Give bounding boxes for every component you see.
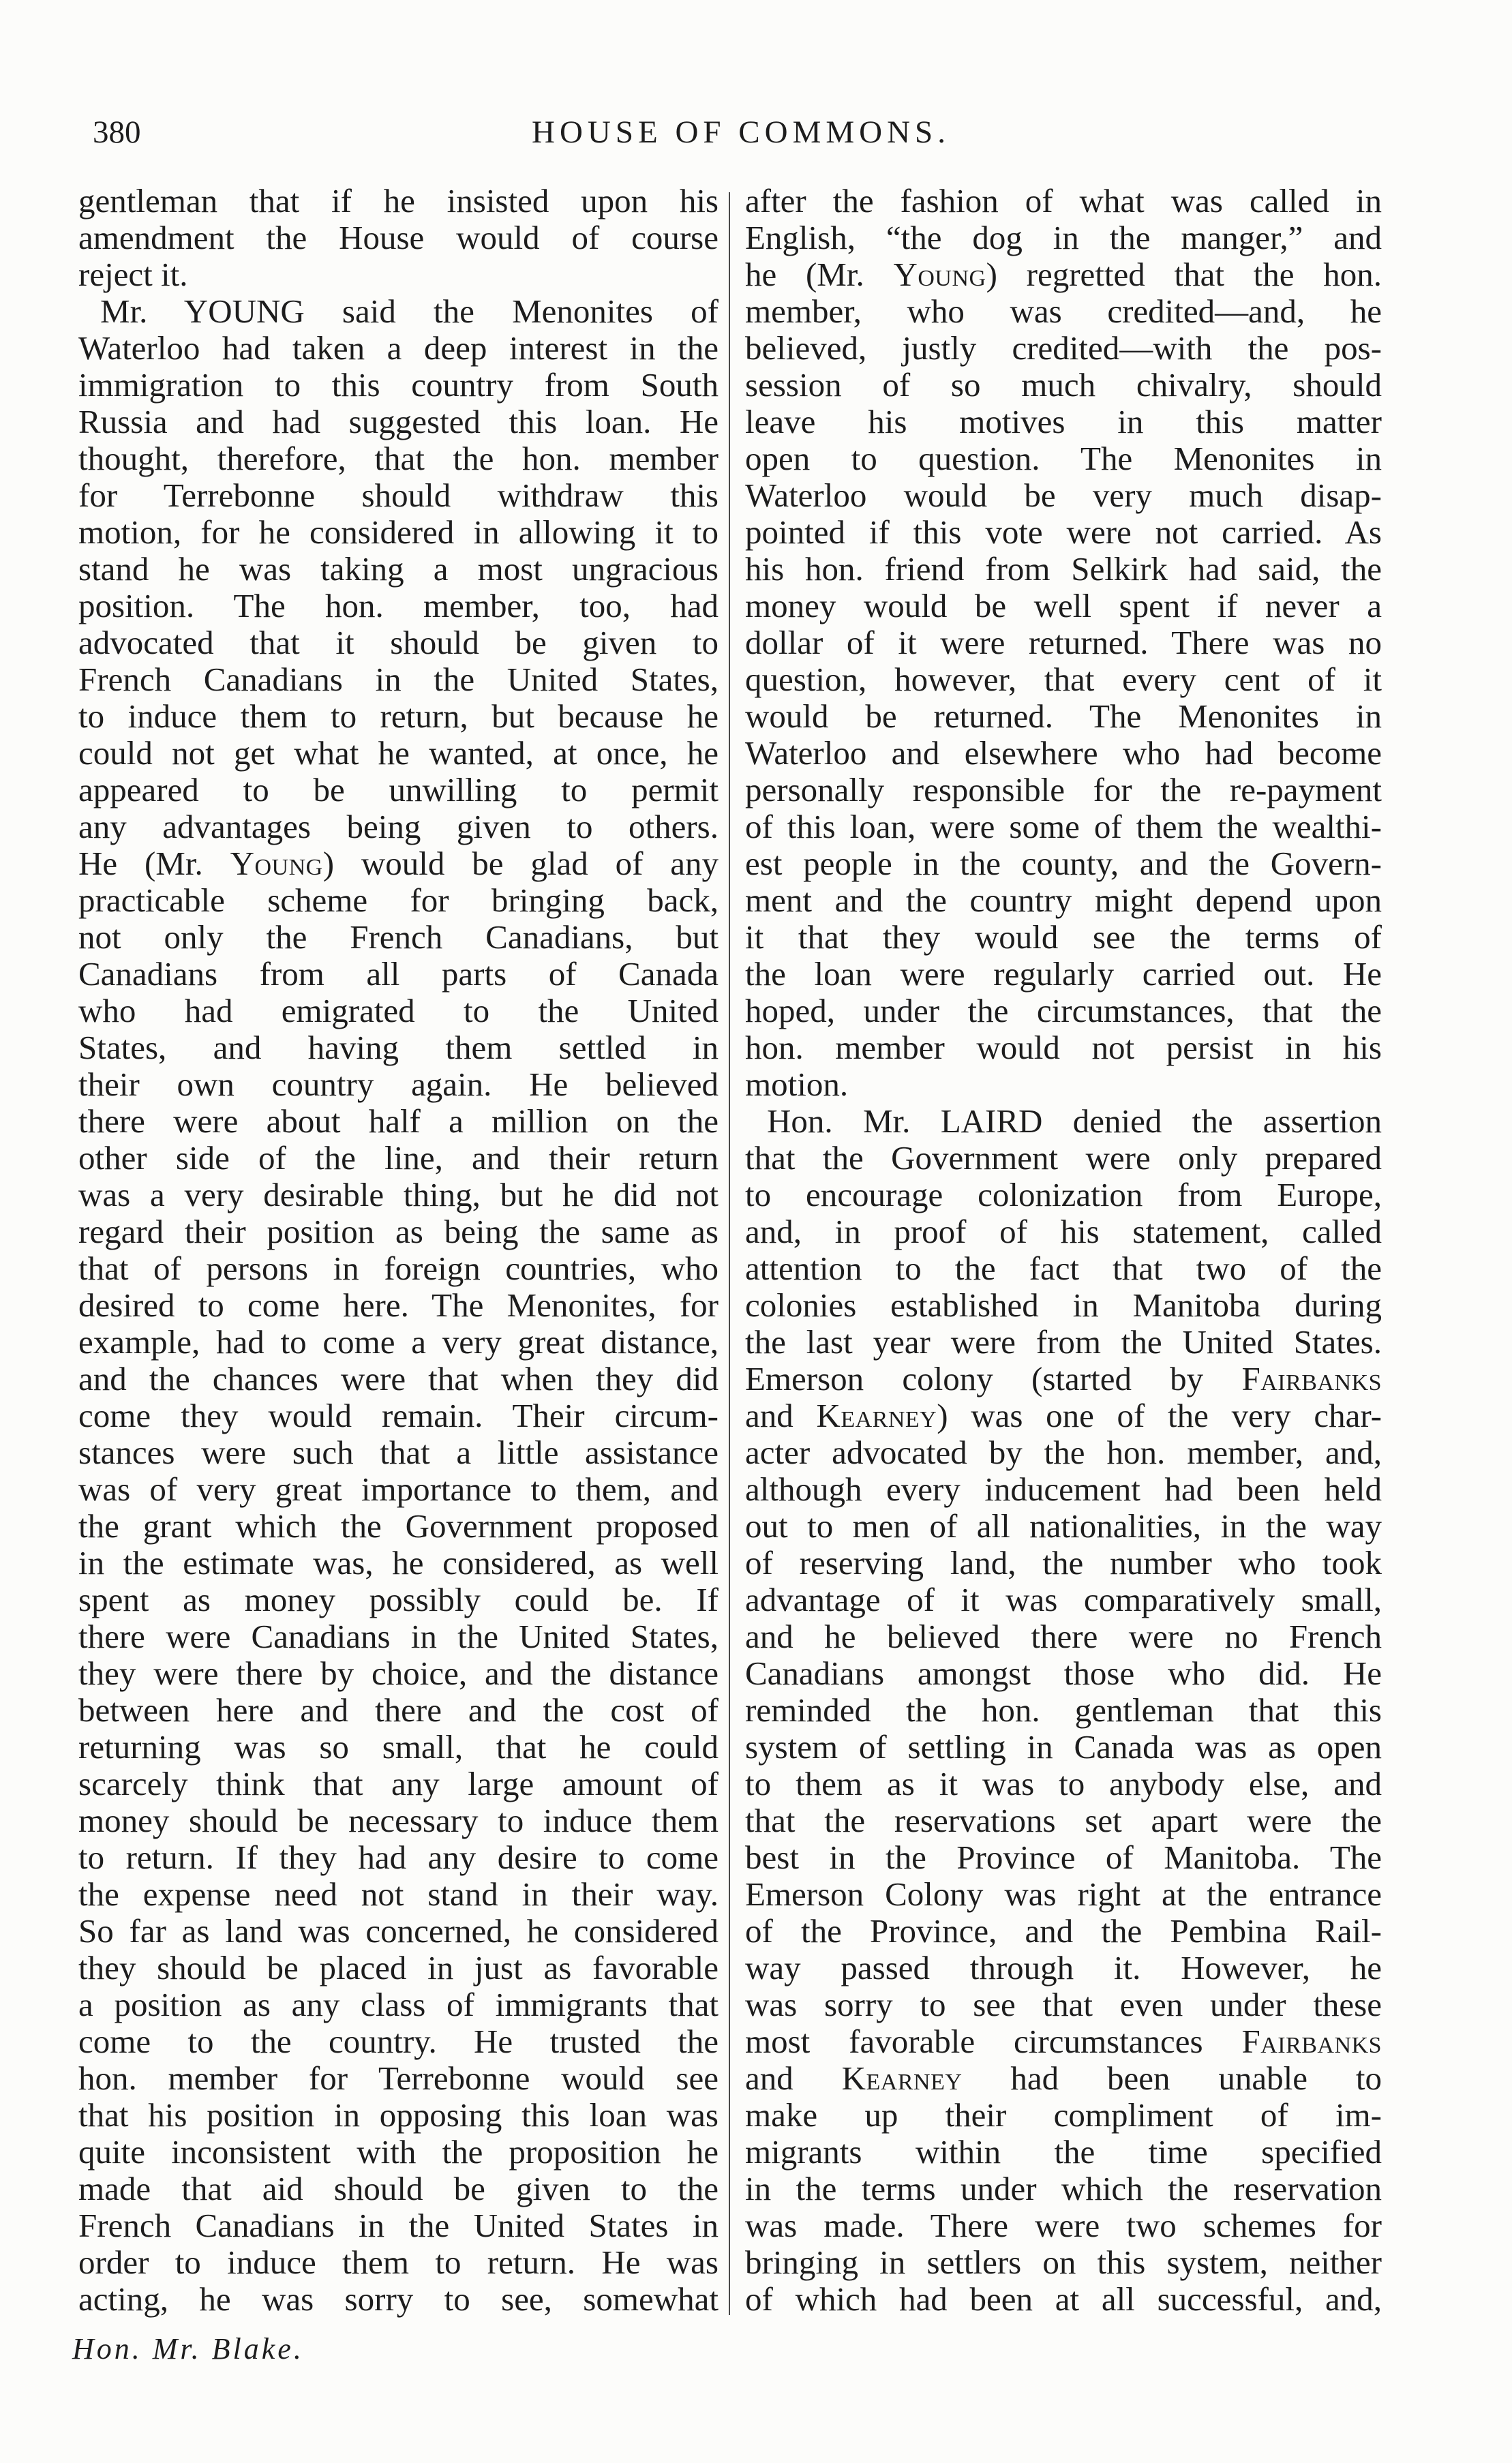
text-line: that the Government were only prepared: [745, 1139, 1382, 1177]
text-segment: ) was one of the very char-: [937, 1397, 1382, 1434]
text-line: leave his motives in this matter: [745, 403, 1382, 440]
text-line: [78, 845, 719, 882]
text-line: although every inducement had been held: [745, 1470, 1382, 1508]
text-line: pointed if this vote were not carried. As: [745, 513, 1382, 551]
text-line: to encourage colonization from Europe,: [745, 1176, 1382, 1213]
text-line: Emerson Colony was right at the entrance: [745, 1875, 1382, 1913]
text-line: Canadians from all parts of Canada: [78, 955, 719, 993]
text-line: out to men of all nationalities, in the way: [745, 1507, 1382, 1545]
paragraph: [745, 1103, 1382, 2318]
text-line: English, “the dog in the manger,” and: [745, 219, 1382, 256]
text-line: stances were such that a little assistance: [78, 1434, 719, 1471]
text-line: [745, 1397, 1382, 1434]
text-line: in the estimate was, he considered, as well: [78, 1544, 719, 1582]
text-line: to induce them to return, but because he: [78, 697, 719, 735]
text-segment: ) regretted that the hon.: [986, 256, 1382, 293]
text-line: position. The hon. member, too, had: [78, 587, 719, 624]
text-line: [745, 2060, 1382, 2097]
text-line: Waterloo had taken a deep interest in the: [78, 329, 719, 367]
text-line: scarcely think that any large amount of: [78, 1765, 719, 1802]
text-line: Mr. YOUNG said the Menonites of: [100, 292, 719, 330]
text-line: it that they would see the terms of: [745, 918, 1382, 956]
text-segment: had been unable to: [962, 2059, 1382, 2097]
text-line: of this loan, were some of them the wealthi-: [745, 808, 1382, 845]
text-line: Canadians amongst those who did. He: [745, 1654, 1382, 1692]
text-line: could not get what he wanted, at once, he: [78, 734, 719, 772]
text-line: migrants within the time specified: [745, 2133, 1382, 2171]
text-line: come they would remain. Their circum-: [78, 1397, 719, 1434]
text-line: question, however, that every cent of it: [745, 661, 1382, 698]
text-line: [745, 2023, 1382, 2060]
text-line: other side of the line, and their return: [78, 1139, 719, 1177]
text-line: States, and having them settled in: [78, 1029, 719, 1066]
text-line: attention to the fact that two of the: [745, 1250, 1382, 1287]
text-line: hon. member for Terrebonne would see: [78, 2059, 719, 2097]
small-caps-name: Young: [230, 845, 323, 882]
text-line: would be returned. The Menonites in: [745, 697, 1382, 735]
text-line: and he believed there were no French: [745, 1618, 1382, 1655]
text-line: desired to come here. The Menonites, for: [78, 1286, 719, 1324]
text-line: spent as money possibly could be. If: [78, 1581, 719, 1618]
text-line: session of so much chivalry, should: [745, 366, 1382, 404]
text-line: personally responsible for the re-payment: [745, 771, 1382, 809]
footer-catchword: Hon. Mr. Blake.: [72, 2332, 304, 2366]
text-segment: he (Mr.: [745, 256, 894, 293]
text-line: [745, 1361, 1382, 1397]
text-line: a position as any class of immigrants that: [78, 1986, 719, 2023]
text-line: of reserving land, the number who took: [745, 1544, 1382, 1582]
text-line: advocated that it should be given to: [78, 624, 719, 661]
text-line: regard their position as being the same as: [78, 1213, 719, 1250]
small-caps-name: Fairbanks: [1241, 1360, 1382, 1397]
text-line: Waterloo would be very much disap-: [745, 477, 1382, 514]
text-line: Waterloo and elsewhere who had become: [745, 734, 1382, 772]
text-line: Russia and had suggested this loan. He: [78, 403, 719, 440]
text-line: thought, therefore, that the hon. member: [78, 440, 719, 477]
text-line: make up their compliment of im-: [745, 2096, 1382, 2134]
text-line: the expense need not stand in their way.: [78, 1875, 719, 1913]
text-line: was sorry to see that even under these: [745, 1986, 1382, 2023]
text-line: dollar of it were returned. There was no: [745, 624, 1382, 661]
text-line: there were Canadians in the United States,: [78, 1618, 719, 1655]
text-line: reminded the hon. gentleman that this: [745, 1691, 1382, 1729]
text-line: there were about half a million on the: [78, 1102, 719, 1140]
text-segment: and: [745, 2059, 842, 2097]
text-line: come to the country. He trusted the: [78, 2023, 719, 2060]
text-line: that of persons in foreign countries, who: [78, 1250, 719, 1287]
text-line: acting, he was sorry to see, somewhat: [78, 2280, 719, 2318]
small-caps-name: Young: [893, 256, 986, 293]
text-line: French Canadians in the United States,: [78, 661, 719, 698]
small-caps-name: Fairbanks: [1241, 2023, 1382, 2060]
text-line: member, who was credited—and, he: [745, 292, 1382, 330]
page-number: 380: [93, 115, 141, 150]
small-caps-name: Kearney: [841, 2059, 963, 2097]
text-line: was made. There were two schemes for: [745, 2207, 1382, 2244]
text-line: of which had been at all successful, and,: [745, 2280, 1382, 2318]
text-line: their own country again. He believed: [78, 1066, 719, 1103]
text-line: example, had to come a very great distance,: [78, 1323, 719, 1361]
text-line: ment and the country might depend upon: [745, 881, 1382, 919]
text-line: So far as land was concerned, he considered: [78, 1912, 719, 1950]
text-line: the last year were from the United States.: [745, 1323, 1382, 1361]
text-line: to return. If they had any desire to come: [78, 1839, 719, 1876]
text-line: practicable scheme for bringing back,: [78, 881, 719, 919]
text-line: appeared to be unwilling to permit: [78, 771, 719, 809]
text-line: after the fashion of what was called in: [745, 182, 1382, 220]
text-line: open to question. The Menonites in: [745, 440, 1382, 477]
text-line: they were there by choice, and the distance: [78, 1654, 719, 1692]
text-line: reject it.: [78, 256, 188, 293]
left-column: [78, 183, 719, 2318]
text-segment: most favorable circumstances: [745, 2023, 1242, 2060]
text-line: colonies established in Manitoba during: [745, 1286, 1382, 1324]
text-line: acter advocated by the hon. member, and,: [745, 1434, 1382, 1471]
text-line: way passed through it. However, he: [745, 1949, 1382, 1986]
text-line: his hon. friend from Selkirk had said, the: [745, 550, 1382, 588]
text-segment: ) would be glad of any: [322, 845, 719, 882]
text-line: system of settling in Canada was as open: [745, 1728, 1382, 1766]
text-line: was a very desirable thing, but he did not: [78, 1176, 719, 1213]
text-line: the grant which the Government proposed: [78, 1507, 719, 1545]
text-line: bringing in settlers on this system, neither: [745, 2243, 1382, 2281]
text-line: was of very great importance to them, and: [78, 1470, 719, 1508]
right-column: [745, 183, 1382, 2318]
text-line: to them as it was to anybody else, and: [745, 1765, 1382, 1802]
text-line: believed, justly credited—with the pos-: [745, 329, 1382, 367]
text-line: and the chances were that when they did: [78, 1360, 719, 1397]
paragraph: [78, 183, 719, 293]
running-head: HOUSE OF COMMONS.: [532, 115, 950, 150]
text-line: French Canadians in the United States in: [78, 2207, 719, 2244]
text-line: [745, 256, 1382, 293]
text-line: who had emigrated to the United: [78, 992, 719, 1029]
text-line: of the Province, and the Pembina Rail-: [745, 1912, 1382, 1950]
text-segment: and: [745, 1397, 817, 1434]
paragraph: [78, 293, 719, 2318]
text-line: that the reservations set apart were the: [745, 1802, 1382, 1839]
text-segment: Emerson colony (started by: [745, 1360, 1242, 1397]
column-divider: [729, 192, 730, 2315]
text-line: order to induce them to return. He was: [78, 2243, 719, 2281]
text-line: motion, for he considered in allowing it to: [78, 513, 719, 551]
text-line: advantage of it was comparatively small,: [745, 1581, 1382, 1618]
text-line: best in the Province of Manitoba. The: [745, 1839, 1382, 1876]
text-line: est people in the county, and the Govern-: [745, 845, 1382, 882]
text-line: that his position in opposing this loan was: [78, 2096, 719, 2134]
text-line: quite inconsistent with the proposition he: [78, 2133, 719, 2171]
text-segment: He (Mr.: [78, 845, 230, 882]
text-line: between here and there and the cost of: [78, 1691, 719, 1729]
text-line: the loan were regularly carried out. He: [745, 955, 1382, 993]
text-line: money should be necessary to induce them: [78, 1802, 719, 1839]
text-line: stand he was taking a most ungracious: [78, 550, 719, 588]
text-line: immigration to this country from South: [78, 366, 719, 404]
text-line: hoped, under the circumstances, that the: [745, 992, 1382, 1029]
text-line: gentleman that if he insisted upon his: [78, 182, 719, 220]
text-line: amendment the House would of course: [78, 219, 719, 256]
paragraph: [745, 183, 1382, 1103]
text-line: motion.: [745, 1066, 849, 1103]
text-line: any advantages being given to others.: [78, 808, 719, 845]
small-caps-name: Kearney: [816, 1397, 937, 1434]
text-line: for Terrebonne should withdraw this: [78, 477, 719, 514]
text-line: in the terms under which the reservation: [745, 2170, 1382, 2207]
text-line: Hon. Mr. LAIRD denied the assertion: [767, 1102, 1382, 1140]
text-line: hon. member would not persist in his: [745, 1029, 1382, 1066]
text-line: made that aid should be given to the: [78, 2170, 719, 2207]
text-line: they should be placed in just as favorable: [78, 1949, 719, 1986]
text-line: not only the French Canadians, but: [78, 918, 719, 956]
text-line: money would be well spent if never a: [745, 587, 1382, 624]
text-line: returning was so small, that he could: [78, 1728, 719, 1766]
text-line: and, in proof of his statement, called: [745, 1213, 1382, 1250]
